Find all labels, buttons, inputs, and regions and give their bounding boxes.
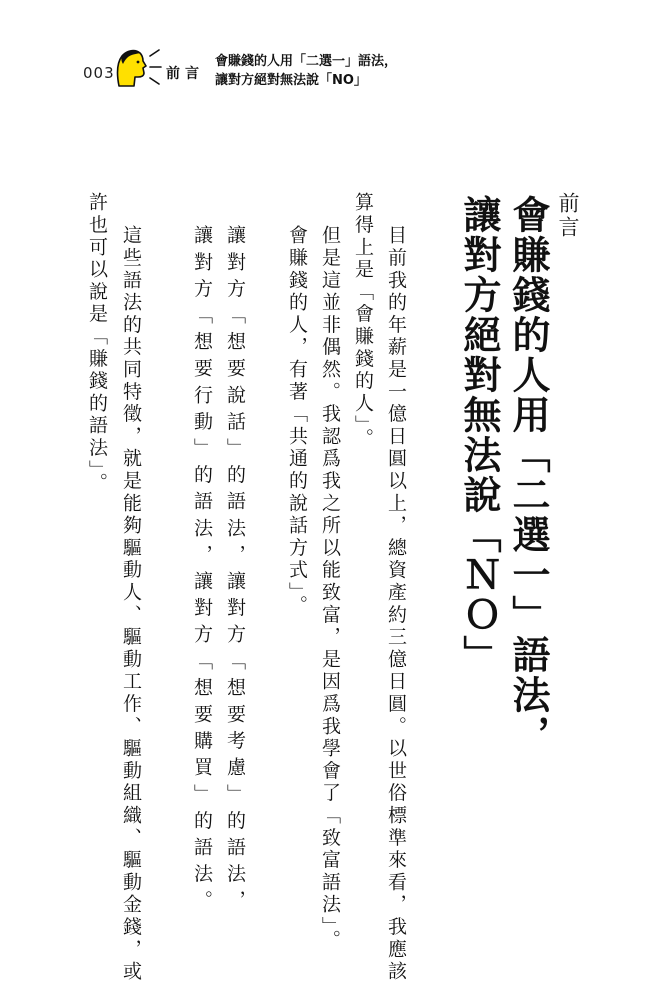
face-profile-icon [113,46,163,92]
header-title-line2: 讓對方絕對無法說「NO」 [215,73,367,88]
running-header-title [215,52,397,90]
paragraph-3-line-2: 讓對方「想要行動」的語法，讓對方「想要購買」的語法。 [191,225,213,917]
paragraph-1-line-1: 目前我的年薪是一億日圓以上，總資產約三億日圓。以世俗標準來看，我應該 [385,225,407,983]
paragraph-4-line-2: 許也可以說是「賺錢的語法」。 [86,192,108,495]
chapter-label: 前言 [556,192,580,240]
chapter-title-line1: 會賺錢的人用「二選一」語法， [506,195,550,755]
running-header [0,0,663,110]
paragraph-2-line-2: 會賺錢的人，有著「共通的說話方式」。 [286,225,308,617]
paragraph-2-line-1: 但是這並非偶然。我認爲我之所以能致富，是因爲我學會了「致富語法」。 [319,225,341,952]
page-number: 003 [83,64,115,82]
chapter-title-line2: 讓對方絕對無法說「ＮＯ」 [457,195,501,675]
paragraph-4-line-1: 這些語法的共同特徵，就是能夠驅動人、驅動工作、驅動組織、驅動金錢，或 [120,225,142,983]
section-label: 前言 [166,66,204,82]
paragraph-3-line-1: 讓對方「想要說話」的語法，讓對方「想要考慮」的語法， [224,225,246,917]
paragraph-1-line-2: 算得上是「會賺錢的人」。 [352,192,374,451]
header-title-line1: 會賺錢的人用「二選一」語法， [215,54,398,69]
